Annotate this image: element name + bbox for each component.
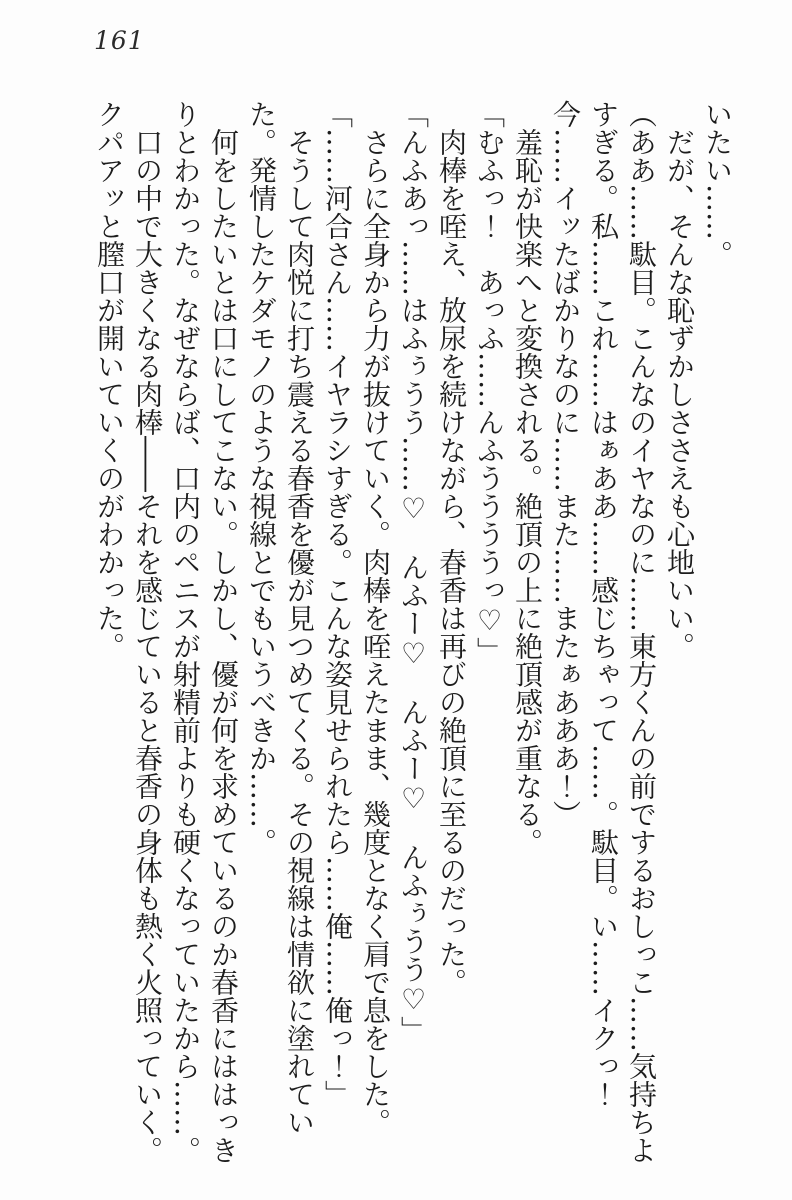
paragraph: 「んふあっ……はふぅうう……♡ んふー♡ んふー♡ んふぅうう♡」 bbox=[397, 100, 430, 1044]
paragraph: 「……河合さん……イヤラシすぎる。こんな姿見せられたら……俺……俺っ！」 bbox=[321, 100, 354, 1108]
vertical-text-block bbox=[90, 100, 736, 1164]
paragraph: 何をしたいとは口にしてこない。しかし、優が何を求めているのか春香にははっきりとわかった。なぜならば、口内のペニスが射精前よりも硬くなっていたから……。 bbox=[169, 100, 240, 1164]
paragraph: 「むふっ！ あっふ……んふううううっ♡」 bbox=[473, 100, 506, 665]
paragraph: （ああ……駄目。こんなのイヤなのに……東方くんの前でするおしっこ……気持ちよすぎる。私……これ……はぁああ……感じちゃって……。駄目。い……イクっ！ 今……イッたばかりなのに……また……またぁあああ！） bbox=[549, 100, 658, 1164]
paragraph: さらに全身から力が抜けていく。肉棒を咥えたまま、幾度となく肩で息をした。 bbox=[359, 128, 392, 1136]
page-number: 161 bbox=[94, 26, 145, 55]
paragraph: そうして肉悦に打ち震える春香を優が見つめてくる。その視線は情欲に塗れていた。発情したケダモノのような視線とでもいうべきか……。 bbox=[245, 100, 316, 1136]
paragraph: だが、そんな恥ずかしささえも心地いい。 bbox=[663, 128, 696, 660]
paragraph: いたい……。 bbox=[701, 100, 734, 268]
paragraph: 肉棒を咥え、放尿を続けながら、春香は再びの絶頂に至るのだった。 bbox=[435, 128, 468, 996]
paragraph: 羞恥が快楽へと変換される。絶頂の上に絶頂感が重なる。 bbox=[511, 128, 544, 856]
paragraph: 口の中で大きくなる肉棒――それを感じていると春香の身体も熱く火照っていく。クパアッと膣口が開いていくのがわかった。 bbox=[93, 100, 164, 1164]
